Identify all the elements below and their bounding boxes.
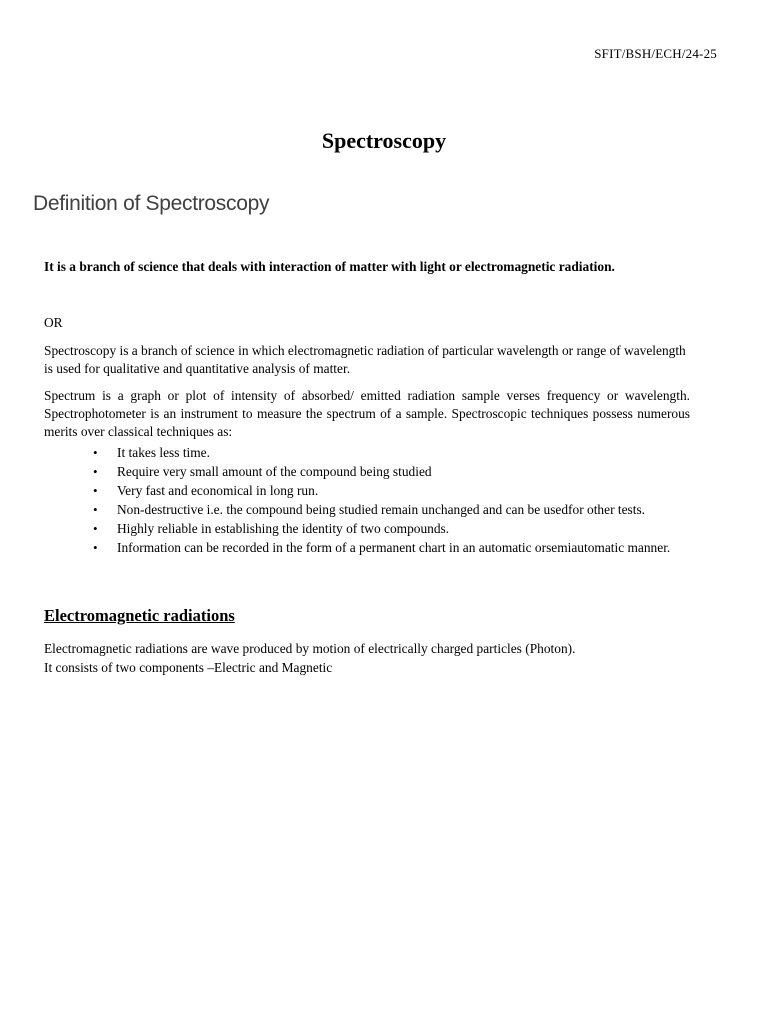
em-radiations-text (44, 639, 690, 677)
list-item-text: It takes less time. (117, 445, 210, 460)
document-code: SFIT/BSH/ECH/24-25 (594, 46, 717, 61)
em-line-1: Electromagnetic radiations are wave produced by motion of electrically charged particles (Photon). (44, 641, 576, 656)
bullet-icon: • (93, 483, 98, 498)
em-line-2: It consists of two components –Electric and Magnetic (44, 660, 333, 675)
merits-list (93, 444, 705, 558)
list-item (93, 539, 705, 556)
list-item-text: Very fast and economical in long run. (117, 483, 319, 498)
list-item (93, 520, 705, 537)
list-item (93, 463, 705, 480)
definition-text: It is a branch of science that deals with interaction of matter with light or electromagnetic radiation. (44, 259, 615, 274)
definition-heading: Definition of Spectroscopy (33, 192, 270, 215)
bullet-icon: • (93, 521, 98, 536)
em-radiations-heading: Electromagnetic radiations (44, 606, 235, 625)
bullet-icon: • (93, 464, 98, 479)
list-item-text: Require very small amount of the compound being studied (117, 464, 432, 479)
alternate-definition-paragraph: Spectroscopy is a branch of science in which electromagnetic radiation of particular wavelength or range of wavelength is used for qualitative and quantitative analysis of matter. (44, 343, 686, 376)
list-item (93, 444, 705, 461)
or-separator: OR (44, 315, 63, 330)
list-item-text: Non-destructive i.e. the compound being studied remain unchanged and can be usedfor other tests. (117, 502, 646, 517)
list-item-text: Information can be recorded in the form of a permanent chart in an automatic orsemiautomatic manner. (117, 540, 671, 555)
list-item (93, 482, 705, 499)
bullet-icon: • (93, 540, 98, 555)
spectrum-paragraph: Spectrum is a graph or plot of intensity of absorbed/ emitted radiation sample verses frequency or wavelength. Spectrophotometer is an instrument to measure the spectrum of a sample. Spectroscopic techniques possess numerous merits over classical techniques as: (44, 388, 690, 439)
bullet-icon: • (93, 502, 98, 517)
page-title: Spectroscopy (321, 128, 447, 153)
bullet-icon: • (93, 445, 98, 460)
list-item-text: Highly reliable in establishing the identity of two compounds. (117, 521, 450, 536)
list-item (93, 501, 705, 518)
